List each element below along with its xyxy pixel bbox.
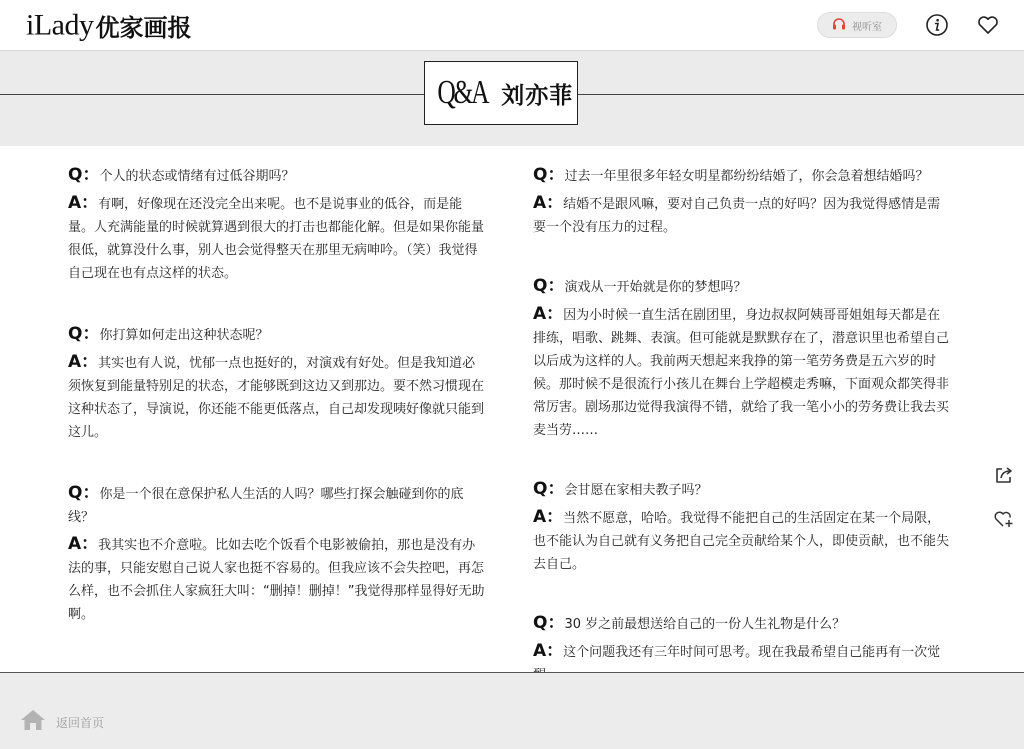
q-marker: Q： <box>68 165 100 185</box>
info-icon[interactable] <box>925 13 949 37</box>
qa-item <box>533 478 953 576</box>
question <box>68 482 488 529</box>
question <box>533 275 953 299</box>
share-icon[interactable] <box>993 464 1015 486</box>
answer <box>533 192 953 239</box>
qa-logo: Q&A <box>437 74 487 111</box>
q-marker: Q： <box>533 165 565 185</box>
answer <box>533 303 953 442</box>
question <box>68 164 488 188</box>
left-column <box>68 164 488 626</box>
interviewee-name: 刘亦菲 <box>501 82 574 109</box>
qa-item <box>533 164 953 239</box>
home-icon <box>20 709 46 735</box>
answer-text: 结婚不是跟风嘛，要对自己负责一点的好吗？因为我觉得感情是需要一个没有压力的过程。 <box>533 197 941 235</box>
answer-text: 因为小时候一直生活在剧团里，身边叔叔阿姨哥哥姐姐每天都是在排练，唱歌、跳舞、表演。但可能就是默默存在了，潜意识里也希望自己以后成为这样的人。我前两天想起来我挣的第一笔劳务费是五六岁的时候。那时候不是很流行小孩儿在舞台上学超模走秀嘛，下面观众都笑得非常厉害。剧场那边觉得我演得不错，就给了我一笔小小的劳务费让我去买麦当劳…… <box>533 308 950 438</box>
headphones-icon <box>832 16 846 35</box>
question <box>533 478 953 502</box>
answer-text: 有啊，好像现在还没完全出来呢。也不是说事业的低谷，而是能量。人充满能量的时候就算遇到很大的打击也都能化解。但是如果你能量很低，就算没什么事，别人也会觉得整天在那里无病呻吟。（笑）我觉得自己现在也有点这样的状态。 <box>68 197 485 281</box>
answer-text: 其实也有人说，忧郁一点也挺好的，对演戏有好处。但是我知道必须恢复到能量特别足的状态，才能够既到这边又到那边。要不然习惯现在这种状态了，导演说，你还能不能更低落点，自己却发现咦好像就只能到这儿。 <box>68 356 485 440</box>
answer-text: 当然不愿意，哈哈。我觉得不能把自己的生活固定在某一个局限，也不能认为自己就有义务把自己完全贡献给某个人，即使贡献，也不能失去自己。 <box>533 511 950 572</box>
audio-room-label: 视听室 <box>852 21 882 33</box>
brand-cn: 优家画报 <box>95 14 192 42</box>
q-marker: Q： <box>533 613 565 633</box>
q-marker: Q： <box>533 276 565 296</box>
q-marker: Q： <box>68 324 100 344</box>
top-bar <box>0 0 1024 51</box>
question-text: 过去一年里很多年轻女明星都纷纷结婚了，你会急着想结婚吗？ <box>564 169 929 184</box>
qa-item <box>68 164 488 285</box>
q-marker: Q： <box>68 483 100 503</box>
footer <box>0 672 1024 749</box>
answer-text: 这个问题我还有三年时间可思考。现在我最希望自己能再有一次觉 <box>563 645 941 660</box>
answer <box>533 506 953 576</box>
brand-latin: iLady <box>26 8 94 42</box>
question-text: 个人的状态或情绪有过低谷期吗？ <box>99 169 295 184</box>
a-marker: A： <box>533 641 564 661</box>
question <box>533 164 953 188</box>
qa-item <box>68 482 488 626</box>
answer <box>68 533 488 626</box>
a-marker: A： <box>68 534 99 554</box>
a-marker: A： <box>533 507 564 527</box>
question <box>533 612 953 636</box>
article-content <box>0 146 1024 672</box>
a-marker: A： <box>533 304 564 324</box>
back-home-label: 返回首页 <box>56 715 105 730</box>
question-text: 30 岁之前最想送给自己的一份人生礼物是什么？ <box>564 617 846 632</box>
question-text: 演戏从一开始就是你的梦想吗？ <box>564 280 747 295</box>
a-marker: A： <box>68 352 99 372</box>
question-text: 你打算如何走出这种状态呢？ <box>99 328 269 343</box>
question-text: 你是一个很在意保护私人生活的人吗？哪些打探会触碰到你的底线？ <box>68 487 464 525</box>
article-title-box <box>424 61 578 125</box>
qa-item <box>533 275 953 442</box>
answer <box>68 192 488 285</box>
heart-plus-icon[interactable] <box>993 508 1015 530</box>
audio-room-button[interactable] <box>817 12 897 38</box>
brand-logo[interactable] <box>26 8 191 42</box>
qa-item <box>68 323 488 444</box>
answer-text: 我其实也不介意啦。比如去吃个饭看个电影被偷拍，那也是没有办法的事，只能安慰自己说人家也挺不容易的。但我应该不会失控吧，再怎么样，也不会抓住人家疯狂大叫：“删掉！删掉！”我觉得那样显得好无助啊。 <box>68 538 485 622</box>
a-marker: A： <box>533 193 564 213</box>
heart-icon[interactable] <box>976 13 1000 37</box>
q-marker: Q： <box>533 479 565 499</box>
question <box>68 323 488 347</box>
a-marker: A： <box>68 193 99 213</box>
right-column <box>533 164 953 687</box>
back-home-link[interactable] <box>20 709 104 735</box>
answer <box>68 351 488 444</box>
question-text: 会甘愿在家相夫教子吗？ <box>564 483 708 498</box>
